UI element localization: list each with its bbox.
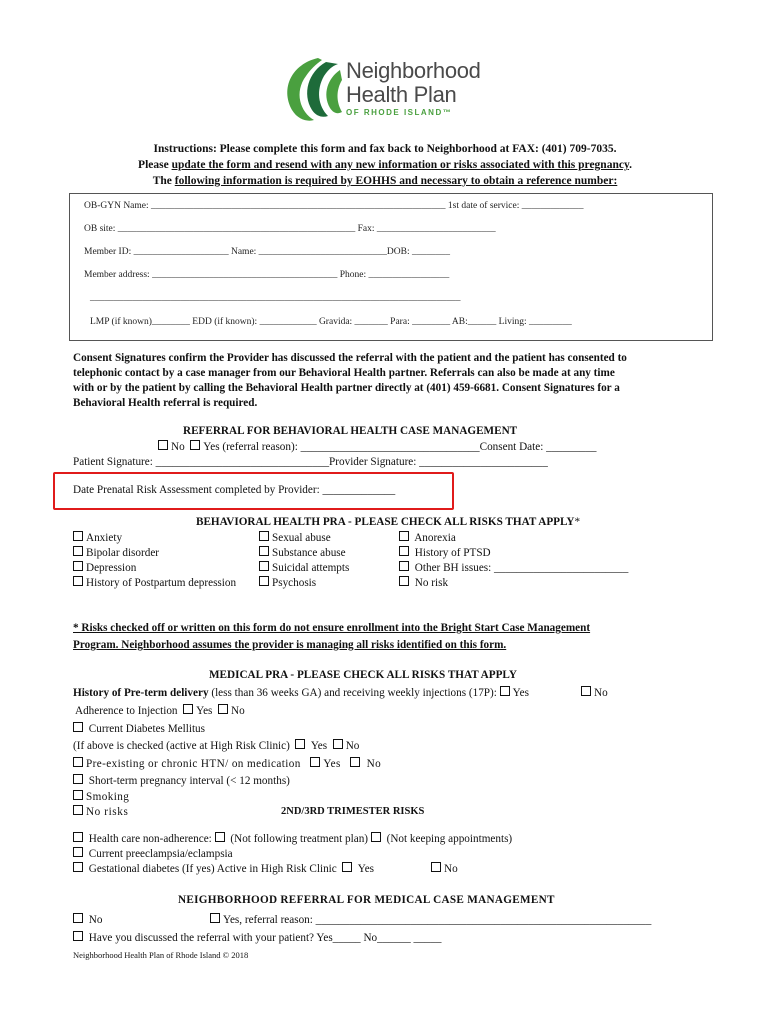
not-keeping-checkbox[interactable] [371, 832, 381, 842]
nh-yes-checkbox[interactable] [210, 913, 220, 923]
htn-yes-label: Yes [323, 758, 341, 770]
gestational-no-checkbox[interactable] [431, 862, 441, 872]
nonadherence-label: Health care non-adherence: [88, 833, 212, 845]
checkbox[interactable] [399, 561, 409, 571]
smoking-checkbox[interactable] [73, 790, 83, 800]
preterm-label-bold: History of Pre-term delivery [73, 687, 209, 699]
bh-referral-title: REFERRAL FOR BEHAVIORAL HEALTH CASE MANAGEMENT [183, 425, 518, 437]
bh-risk-bipolar[interactable] [73, 546, 159, 559]
short-term-row[interactable] [73, 774, 290, 787]
smoking-row[interactable] [73, 790, 129, 803]
checkbox[interactable] [399, 546, 409, 556]
diabetes-checkbox[interactable] [73, 722, 83, 732]
short-term-label: Short-term pregnancy interval (< 12 months) [88, 775, 290, 787]
preeclampsia-row[interactable] [73, 847, 233, 860]
nh-no-label: No [88, 914, 103, 926]
preterm-label-rest: (less than 36 weeks GA) and receiving weekly injections (17P): [208, 687, 500, 699]
nh-discussed-label[interactable]: Have you discussed the referral with your patient? Yes_____ No______ _____ [88, 932, 442, 944]
consent-line4: Behavioral Health referral is required. [73, 397, 258, 409]
instructions-line3-underlined: following information is required by EOHHS and necessary to obtain a reference number: [174, 175, 618, 187]
checkbox[interactable] [259, 561, 269, 571]
bh-note-line1: * Risks checked off or written on this form do not ensure enrollment into the Bright Start Case Management [73, 622, 591, 634]
instructions-line2 [0, 159, 770, 171]
bh-note-line2: Program. Neighborhood assumes the provider is managing all risks identified on this form. [73, 639, 507, 651]
bh-referral-options [158, 440, 596, 453]
bh-risk-substance[interactable] [259, 546, 346, 559]
instructions-line1: Instructions: Please complete this form and fax back to Neighborhood at FAX: (401) 709-7035. [153, 143, 617, 155]
clinic-no-checkbox[interactable] [333, 739, 343, 749]
gestational-yes-checkbox[interactable] [342, 862, 352, 872]
trimester-title: 2ND/3RD TRIMESTER RISKS [281, 806, 425, 817]
preeclampsia-label: Current preeclampsia/eclampsia [88, 848, 233, 860]
obsite-field[interactable]: OB site: __________________________________________________ Fax: _________________________ [84, 224, 496, 234]
no-risks-label: No risks [86, 806, 129, 818]
consent-line1: Consent Signatures confirm the Provider has discussed the referral with the patient and the patient has consented to [73, 352, 627, 364]
patient-signature-field[interactable]: Patient Signature: _______________________________Provider Signature: _______________________ [73, 456, 548, 468]
consent-line3: with or by the patient by calling the Behavioral Health partner directly at (401) 459-6681. Consent Signatures for a [73, 382, 620, 394]
nonadherence-row [73, 832, 512, 845]
bh-yes-label[interactable]: Yes (referral reason): ________________________________Consent Date: _________ [203, 441, 597, 453]
bh-risk-suicidal[interactable] [259, 561, 349, 574]
preterm-no-checkbox[interactable] [581, 686, 591, 696]
preterm-no[interactable] [581, 686, 608, 699]
member-field[interactable]: Member ID: ____________________ Name: ___________________________DOB: ________ [84, 247, 450, 257]
nh-no[interactable] [73, 913, 102, 926]
bh-risk-sexual-abuse[interactable] [259, 531, 331, 544]
bh-risk-ptsd[interactable] [399, 546, 491, 559]
gestational-row [73, 862, 374, 875]
consent-line2: telephonic contact by a case manager from our Behavioral Health partner. Referrals can also be made at any time [73, 367, 615, 379]
not-keeping-label: (Not keeping appointments) [386, 833, 513, 845]
checkbox[interactable] [399, 531, 409, 541]
risk-label: Bipolar disorder [86, 547, 160, 559]
checkbox[interactable] [259, 576, 269, 586]
bh-risk-depression[interactable] [73, 561, 136, 574]
bh-risk-anxiety[interactable] [73, 531, 122, 544]
risk-label: No risk [414, 577, 449, 589]
checkbox[interactable] [399, 576, 409, 586]
if-above-label: (If above is checked (active at High Risk Clinic) [73, 740, 290, 752]
not-following-checkbox[interactable] [215, 832, 225, 842]
risk-label: Sexual abuse [272, 532, 331, 544]
footer: Neighborhood Health Plan of Rhode Island © 2018 [73, 950, 249, 960]
logo-line1: Neighborhood [346, 58, 481, 83]
risk-label: Anxiety [86, 532, 123, 544]
no-risks-checkbox[interactable] [73, 805, 83, 815]
clinic-yes-checkbox[interactable] [295, 739, 305, 749]
diabetes-row[interactable] [73, 722, 205, 735]
short-term-checkbox[interactable] [73, 774, 83, 784]
not-following-label: (Not following treatment plan) [230, 833, 369, 845]
nh-referral-title: NEIGHBORHOOD REFERRAL FOR MEDICAL CASE MANAGEMENT [178, 894, 555, 906]
logo-tm: ™ [442, 108, 453, 117]
preterm-yes-label: Yes [512, 687, 529, 699]
logo-line2: Health Plan [346, 82, 457, 107]
htn-yes-checkbox[interactable] [310, 757, 320, 767]
gestational-no-label: No [444, 863, 458, 875]
preeclampsia-checkbox[interactable] [73, 847, 83, 857]
preterm-row [73, 686, 529, 699]
instructions-line2-prefix: Please [138, 159, 172, 171]
bh-pra-title [196, 516, 580, 528]
checkbox[interactable] [73, 531, 83, 541]
nh-yes[interactable] [210, 913, 651, 926]
nh-yes-label[interactable]: Yes, referral reason: ____________________________________________________________ [223, 914, 652, 926]
bh-risk-postpartum[interactable] [73, 576, 236, 589]
htn-label: Pre-existing or chronic HTN/ on medication [86, 758, 301, 770]
obgyn-field[interactable]: OB-GYN Name: ______________________________________________________________ 1st date of service: _____________ [84, 201, 584, 211]
checkbox[interactable] [259, 546, 269, 556]
adherence-row [75, 704, 245, 717]
no-risks-row[interactable] [73, 805, 128, 818]
diabetes-label: Current Diabetes Mellitus [88, 723, 205, 735]
logo-subtitle [346, 108, 452, 117]
bh-risk-anorexia[interactable] [399, 531, 456, 544]
bh-risk-psychosis[interactable] [259, 576, 316, 589]
instructions-line3 [0, 175, 770, 187]
bh-yes-checkbox[interactable] [190, 440, 200, 450]
nh-no-checkbox[interactable] [73, 913, 83, 923]
adherence-yes-checkbox[interactable] [183, 704, 193, 714]
instructions-line2-underlined: update the form and resend with any new information or risks associated with this pregnancy [171, 159, 630, 171]
adherence-yes-label: Yes [196, 705, 213, 717]
address-line2-field[interactable]: ______________________________________________________________________________ [90, 293, 461, 303]
checkbox[interactable] [259, 531, 269, 541]
bh-pra-title-text: BEHAVIORAL HEALTH PRA - PLEASE CHECK ALL RISKS THAT APPLY [196, 516, 575, 528]
smoking-label: Smoking [86, 791, 130, 803]
risk-label: Other BH issues: ________________________ [414, 562, 629, 574]
instructions-line3-prefix: The [152, 175, 175, 187]
gestational-no[interactable] [431, 862, 458, 875]
high-risk-clinic-row [73, 739, 359, 752]
bh-risk-other[interactable] [399, 561, 628, 574]
risk-label: Suicidal attempts [272, 562, 350, 574]
risk-label: Anorexia [414, 532, 456, 544]
htn-checkbox[interactable] [73, 757, 83, 767]
instructions-line2-suffix: . [629, 159, 632, 171]
htn-no-checkbox[interactable] [350, 757, 360, 767]
risk-label: Substance abuse [272, 547, 346, 559]
date-pra-field[interactable]: Date Prenatal Risk Assessment completed by Provider: _____________ [73, 484, 396, 496]
preterm-no-label: No [594, 687, 608, 699]
htn-no-label: No [366, 758, 382, 770]
gestational-label: Gestational diabetes (If yes) Active in High Risk Clinic [88, 863, 337, 875]
nh-discussed-checkbox[interactable] [73, 931, 83, 941]
adherence-no-label: No [230, 705, 245, 717]
checkbox[interactable] [73, 546, 83, 556]
bh-risk-none[interactable] [399, 576, 448, 589]
adherence-label: Adherence to Injection [75, 705, 178, 717]
gestational-yes-label: Yes [357, 863, 375, 875]
clinic-yes-label: Yes [310, 740, 328, 752]
nh-discussed[interactable] [73, 931, 441, 944]
checkbox[interactable] [73, 561, 83, 571]
nonadherence-checkbox[interactable] [73, 832, 83, 842]
lmp-field[interactable]: LMP (if known)________ EDD (if known): ____________ Gravida: _______ Para: ________ AB:______ Living: _________ [90, 317, 572, 327]
bh-no-checkbox[interactable] [158, 440, 168, 450]
risk-label: Psychosis [272, 577, 317, 589]
htn-row [73, 757, 381, 770]
gestational-checkbox[interactable] [73, 862, 83, 872]
risk-label: Depression [86, 562, 137, 574]
risk-label: History of PTSD [414, 547, 491, 559]
logo-subtitle-text: OF RHODE ISLAND [346, 108, 443, 117]
preterm-yes-checkbox[interactable] [500, 686, 510, 696]
medical-pra-title: MEDICAL PRA - PLEASE CHECK ALL RISKS THAT APPLY [209, 669, 517, 681]
bh-no-label: No [171, 441, 185, 453]
address-field[interactable]: Member address: _______________________________________ Phone: _________________ [84, 270, 450, 280]
checkbox[interactable] [73, 576, 83, 586]
risk-label: History of Postpartum depression [86, 577, 237, 589]
bh-pra-asterisk: * [574, 516, 581, 528]
clinic-no-label: No [345, 740, 360, 752]
adherence-no-checkbox[interactable] [218, 704, 228, 714]
